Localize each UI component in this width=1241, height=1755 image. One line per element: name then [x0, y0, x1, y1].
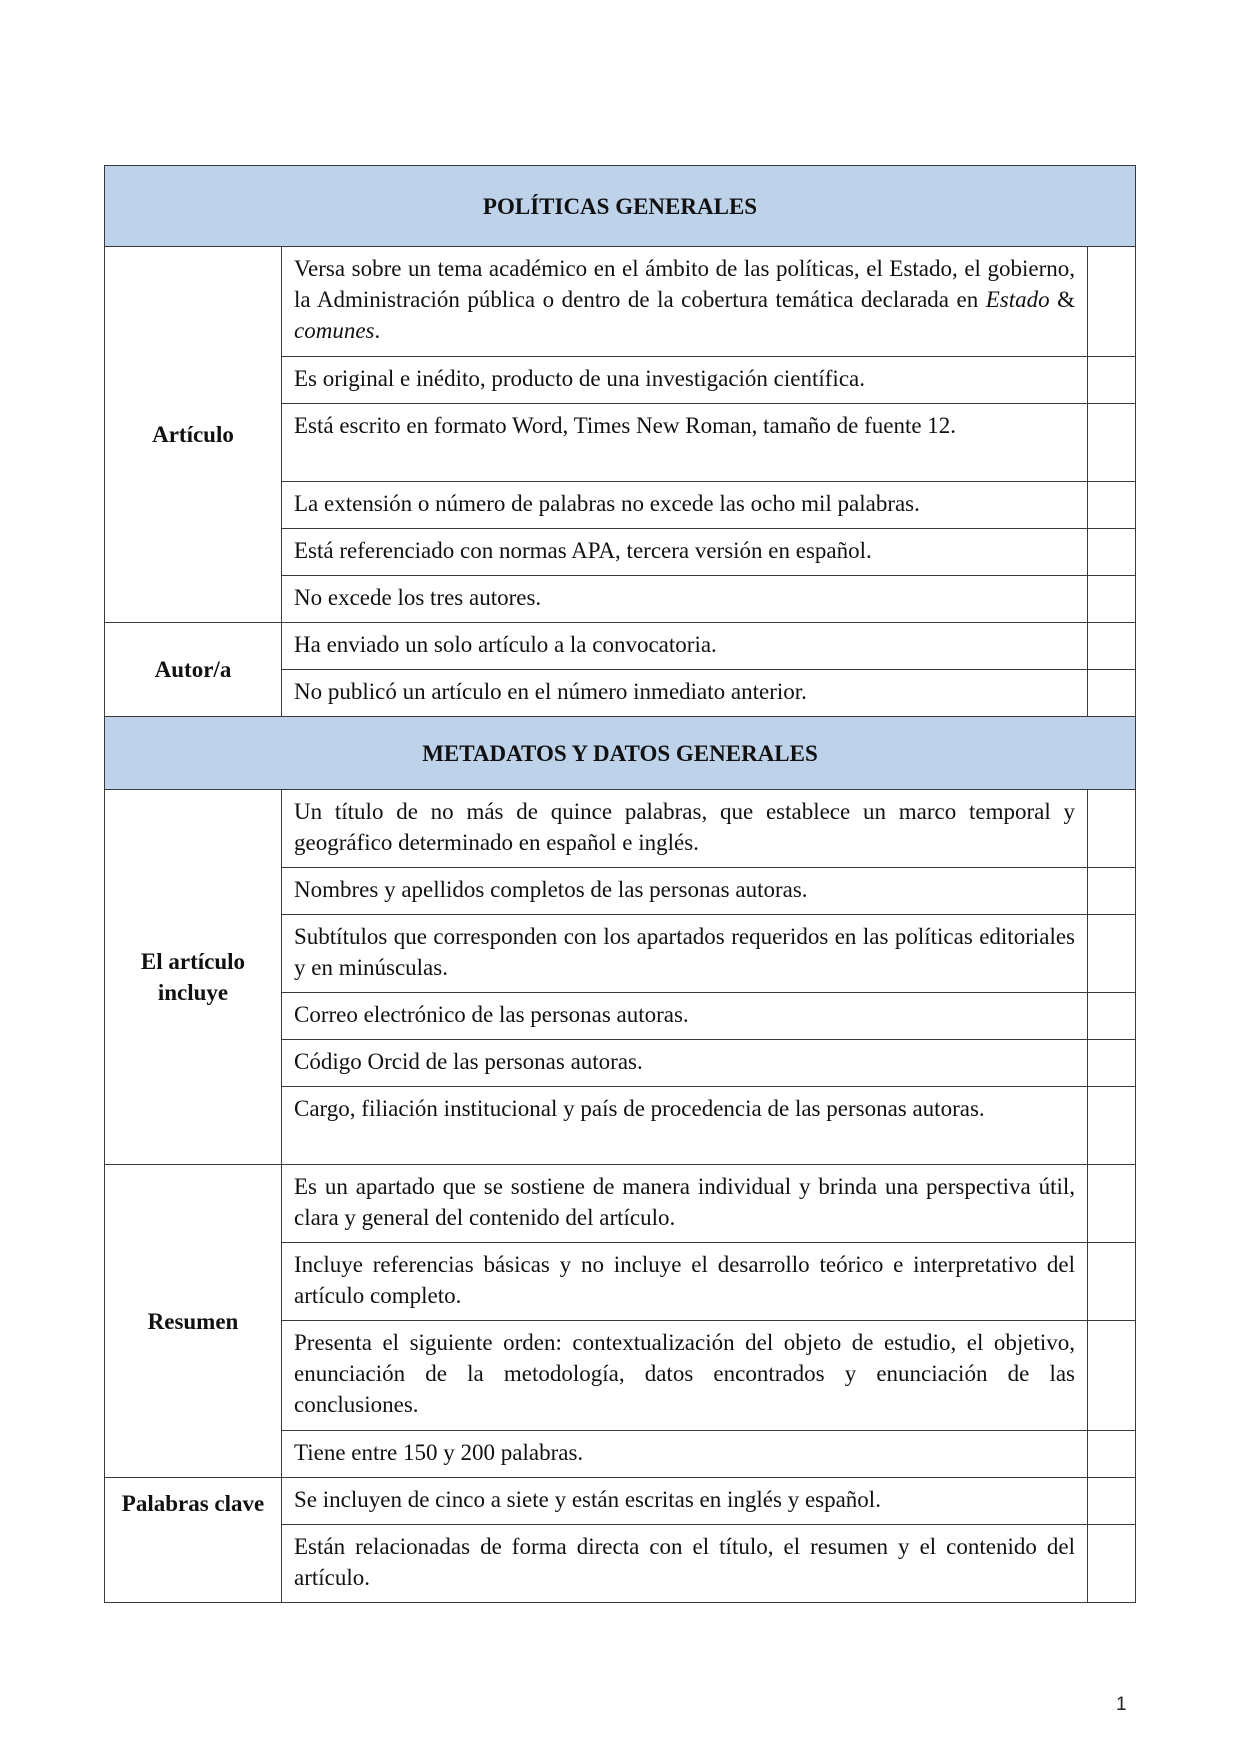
group-label-resumen: Resumen [105, 1165, 282, 1478]
item-text [282, 247, 1088, 357]
check-cell[interactable] [1088, 993, 1136, 1040]
item-text-main: Versa sobre un tema académico en el ámbito de las políticas, el Estado, el gobierno, la Administración pública o dentro de la cobertura temática declarada en [294, 256, 1075, 312]
check-cell[interactable] [1088, 1087, 1136, 1165]
item-text-end: . [374, 318, 381, 343]
check-cell[interactable] [1088, 1040, 1136, 1087]
journal-name-part1: Estado [985, 287, 1050, 312]
check-cell[interactable] [1088, 404, 1136, 482]
check-cell[interactable] [1088, 1478, 1136, 1525]
item-text: Es un apartado que se sostiene de manera individual y brinda una perspectiva útil, clara y general del contenido del artículo. [282, 1165, 1088, 1243]
item-text: Nombres y apellidos completos de las personas autoras. [282, 868, 1088, 915]
check-cell[interactable] [1088, 790, 1136, 868]
section-title: POLÍTICAS GENERALES [105, 166, 1136, 247]
item-text: Correo electrónico de las personas autoras. [282, 993, 1088, 1040]
check-cell[interactable] [1088, 1243, 1136, 1321]
item-text: Tiene entre 150 y 200 palabras. [282, 1431, 1088, 1478]
item-text: Está referenciado con normas APA, tercera versión en español. [282, 529, 1088, 576]
journal-name-amp: & [1049, 287, 1075, 312]
check-cell[interactable] [1088, 623, 1136, 670]
item-text: No excede los tres autores. [282, 576, 1088, 623]
item-text: Se incluyen de cinco a siete y están escritas en inglés y español. [282, 1478, 1088, 1525]
table-row [105, 623, 1136, 670]
section-header-row [105, 166, 1136, 247]
group-label-palabras-clave: Palabras clave [105, 1478, 282, 1603]
item-text: Código Orcid de las personas autoras. [282, 1040, 1088, 1087]
table-row [105, 1165, 1136, 1243]
item-text: Está escrito en formato Word, Times New Roman, tamaño de fuente 12. [282, 404, 1088, 482]
table-row [105, 1478, 1136, 1525]
group-label-articulo-incluye: El artículo incluye [105, 790, 282, 1165]
item-text: La extensión o número de palabras no excede las ocho mil palabras. [282, 482, 1088, 529]
item-text: No publicó un artículo en el número inmediato anterior. [282, 670, 1088, 717]
group-label-articulo: Artículo [105, 247, 282, 623]
item-text: Presenta el siguiente orden: contextualización del objeto de estudio, el objetivo, enunciación de la metodología, datos encontrados y enunciación de las conclusiones. [282, 1321, 1088, 1431]
check-cell[interactable] [1088, 1321, 1136, 1431]
checklist-table [104, 165, 1136, 1603]
check-cell[interactable] [1088, 482, 1136, 529]
check-cell[interactable] [1088, 1165, 1136, 1243]
item-text: Cargo, filiación institucional y país de procedencia de las personas autoras. [282, 1087, 1088, 1165]
check-cell[interactable] [1088, 247, 1136, 357]
check-cell[interactable] [1088, 670, 1136, 717]
page-number: 1 [1116, 1694, 1127, 1715]
group-label-autor: Autor/a [105, 623, 282, 717]
check-cell[interactable] [1088, 868, 1136, 915]
item-text: Un título de no más de quince palabras, que establece un marco temporal y geográfico determinado en español e inglés. [282, 790, 1088, 868]
check-cell[interactable] [1088, 915, 1136, 993]
check-cell[interactable] [1088, 576, 1136, 623]
item-text: Subtítulos que corresponden con los apartados requeridos en las políticas editoriales y en minúsculas. [282, 915, 1088, 993]
check-cell[interactable] [1088, 1525, 1136, 1603]
check-cell[interactable] [1088, 1431, 1136, 1478]
item-text: Están relacionadas de forma directa con el título, el resumen y el contenido del artículo. [282, 1525, 1088, 1603]
check-cell[interactable] [1088, 357, 1136, 404]
journal-name-part2: comunes [294, 318, 375, 343]
section-header-row [105, 717, 1136, 790]
item-text: Es original e inédito, producto de una investigación científica. [282, 357, 1088, 404]
check-cell[interactable] [1088, 529, 1136, 576]
item-text: Incluye referencias básicas y no incluye el desarrollo teórico e interpretativo del artículo completo. [282, 1243, 1088, 1321]
item-text: Ha enviado un solo artículo a la convocatoria. [282, 623, 1088, 670]
section-title: METADATOS Y DATOS GENERALES [105, 717, 1136, 790]
table-row [105, 790, 1136, 868]
table-row [105, 247, 1136, 357]
